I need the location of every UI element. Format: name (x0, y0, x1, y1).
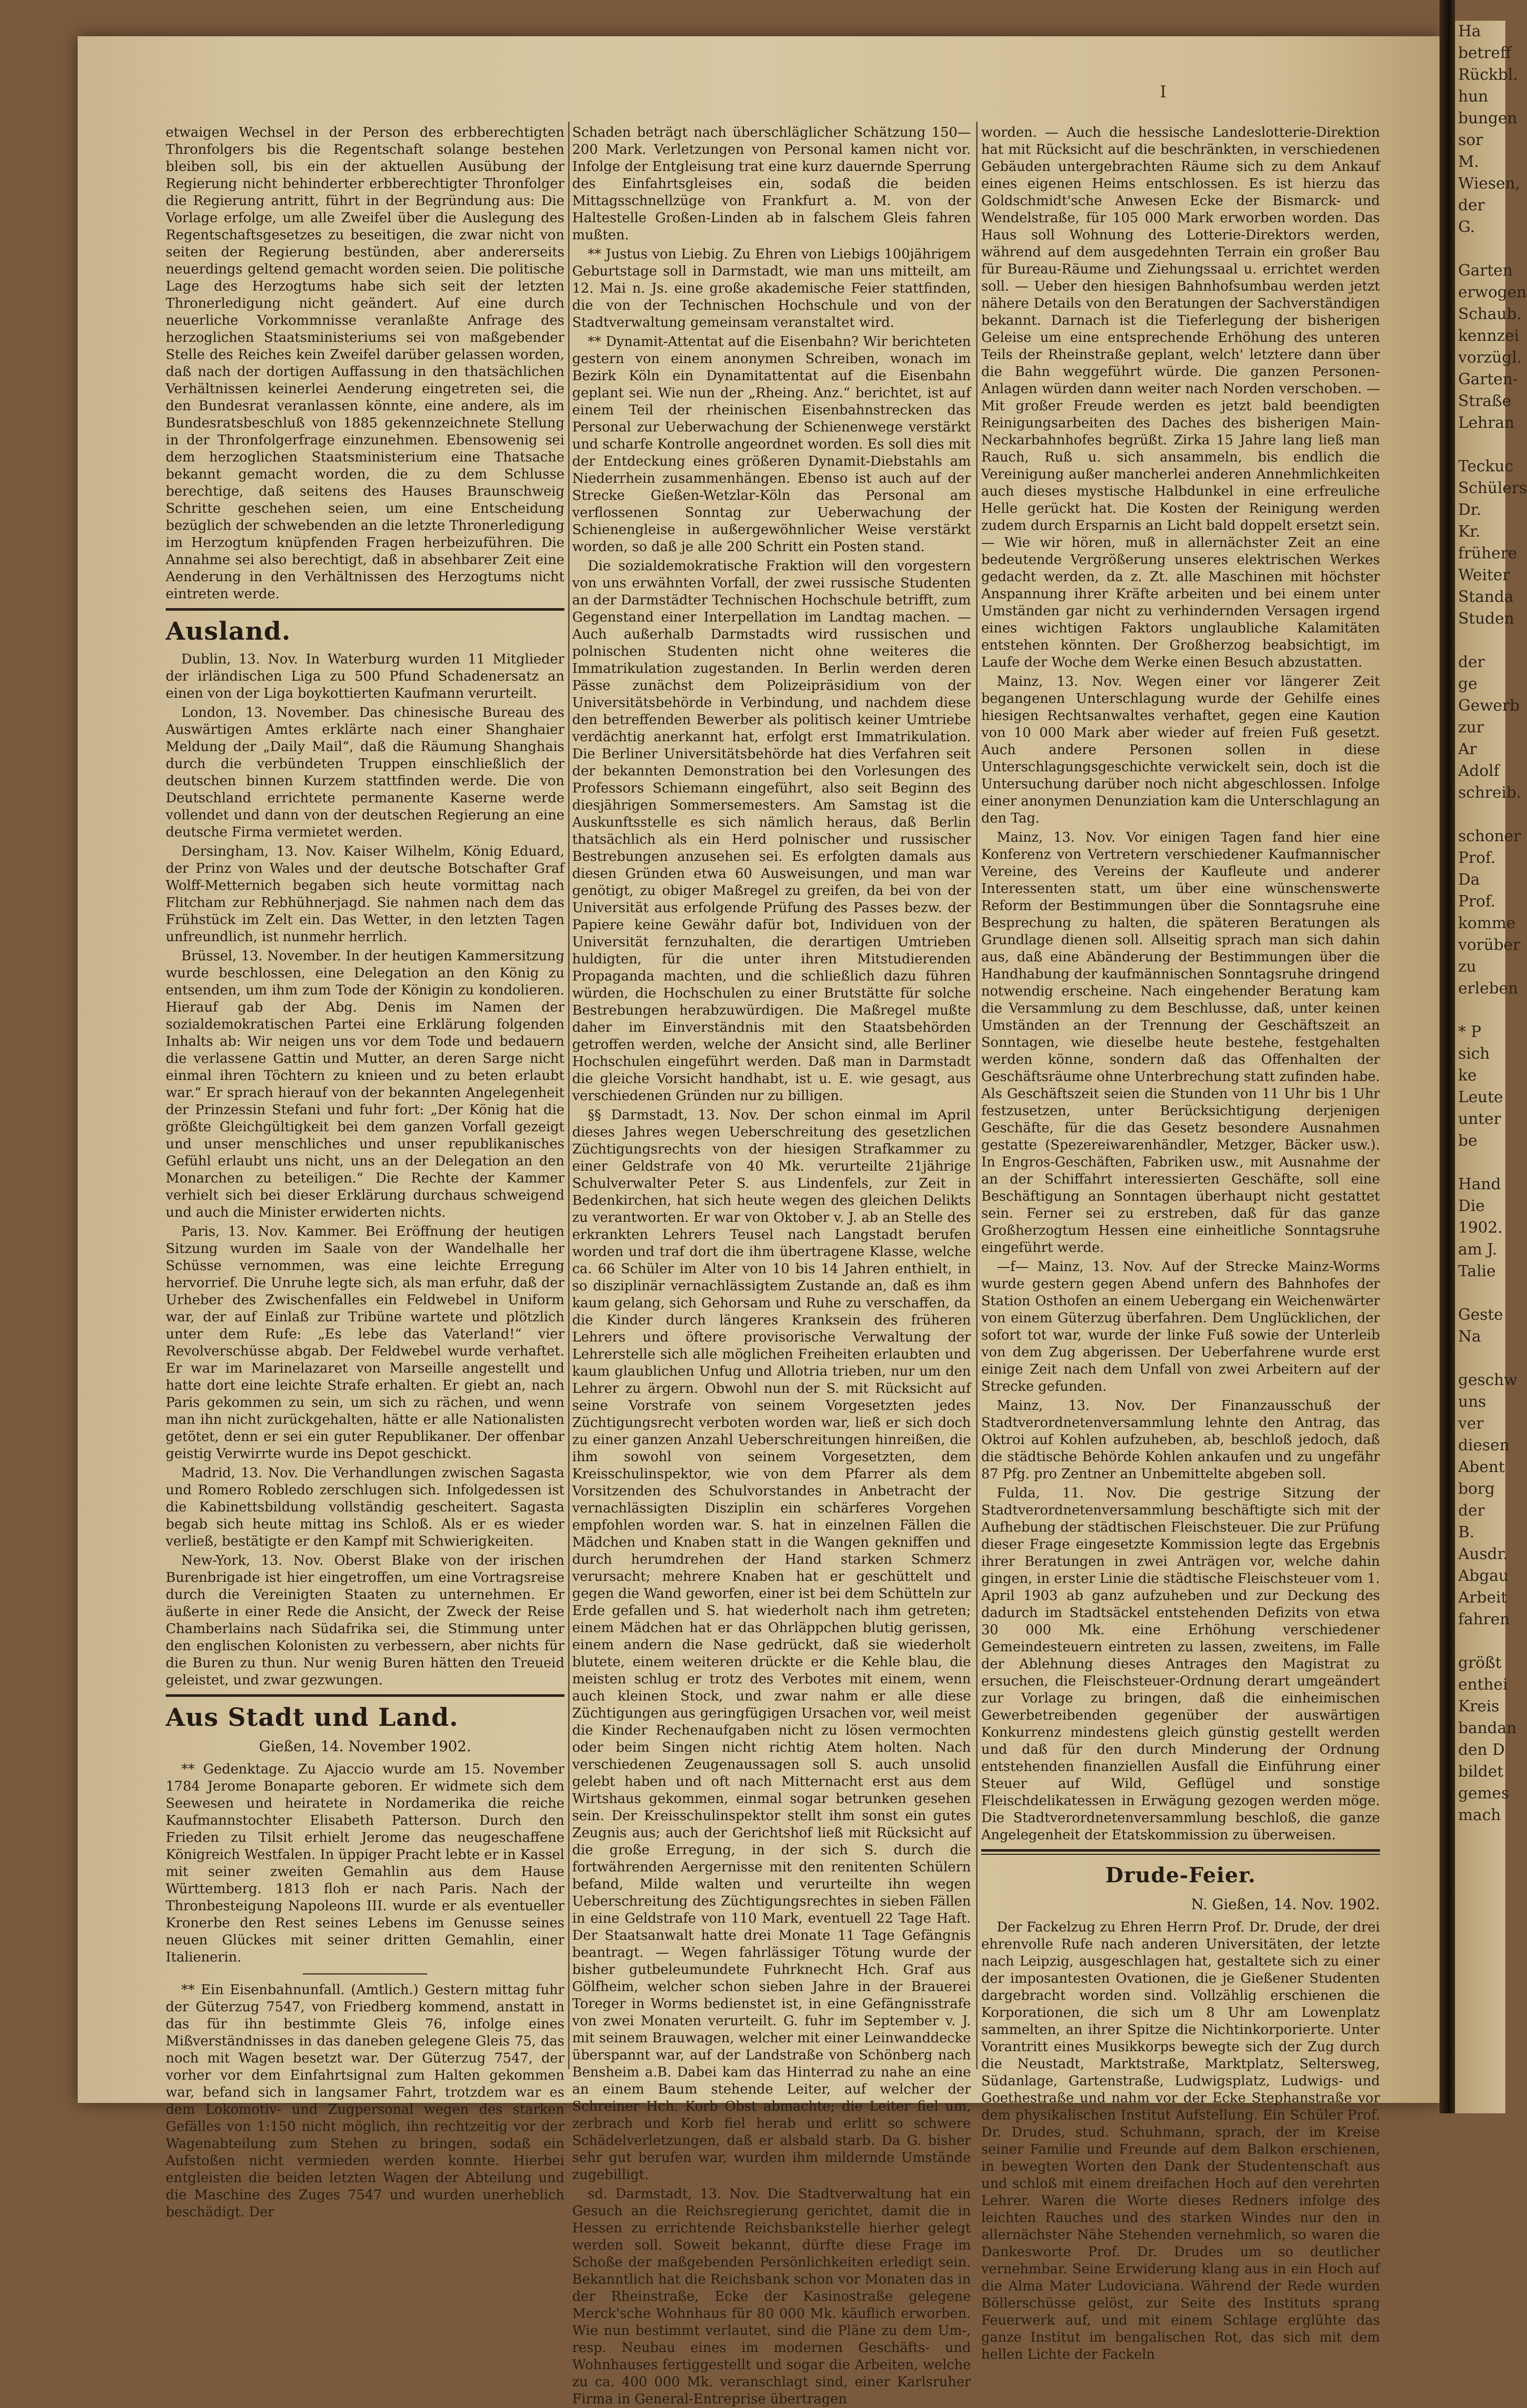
dateline: Gießen, 14. November 1902. (259, 1738, 471, 1755)
news-item: Dublin, 13. Nov. In Waterburg wurden 11 Mitglieder der irländischen Liga zu 500 Pfund Schadenersatz an einen von der Liga boykottierten Kaufmann verurteilt. (166, 652, 564, 701)
section-rule (981, 1854, 1380, 1855)
news-item: Mainz, 13. Nov. Wegen einer vor längerer Zeit begangenen Unterschlagung wurde der Gehilfe eines hiesigen Rechtsanwaltes verhaftet, gegen eine Kaution von 10 000 Mark aber wieder auf freien Fuß gesetzt. Auch andere Personen sollen in diese Unterschlagungsgeschichte verwickelt sein, doch ist die Untersuchung darüber noch nicht abgeschlossen. Infolge einer anonymen Denunziation kam die Unterschlagung an den Tag. (981, 674, 1380, 826)
news-item: —f— Mainz, 13. Nov. Auf der Strecke Mainz-Worms wurde gestern gegen Abend unfern des Bahnhofes der Station Osthofen an einem Uebergang ein Weichenwärter von einem Güterzug überfahren. Dem Unglücklichen, der sofort tot war, wurde der linke Fuß sowie der Unterleib von dem Zug abgerissen. Der Ueberfahrene wurde erst einige Zeit nach dem Unfall von zwei Arbeitern auf der Strecke gefunden. (981, 1259, 1380, 1394)
book-gutter (1439, 0, 1455, 2113)
item-rule (303, 1973, 427, 1974)
news-item: §§ Darmstadt, 13. Nov. Der schon einmal im April dieses Jahres wegen Ueberschreitung des gesetzlichen Züchtigungsrechts von der hiesigen Strafkammer zu einer Geldstrafe von 40 Mk. verurteilte 21jährige Schulverwalter Peter S. aus Lindenfels, zur Zeit in Bedenkirchen, hat sich heute wegen des gleichen Delikts zu verantworten. Er war von Oktober v. J. ab an Stelle des erkrankten Lehrers Teusel nach Langstadt berufen worden und traf dort die ihm übertragene Klasse, welche ca. 66 Schüler im Alter von 10 bis 14 Jahren enthielt, in so disziplinär vernachlässigtem Zustande an, daß es ihm kaum gelang, sich Gehorsam und Ruhe zu verschaffen, da die Kinder durch längeres Kranksein des früheren Lehrers und öftere provisorische Verwaltung der Lehrerstelle sich alle möglichen Freiheiten erlaubten und kaum glaublichen Unfug und Allotria trieben, nur um den Lehrer zu ärgern. Obwohl nun der S. mit Rücksicht auf seine Vorstrafe von seinem Vorgesetzten jedes Züchtigungsrecht verboten worden war, ließ er sich doch zu einer ganzen Anzahl Ueberschreitungen hinreißen, die ihm sowohl von seinem Vorgesetzten, dem Kreisschulinspektor, wie von dem Pfarrer als dem Vorsitzenden des Schulvorstandes in Anbetracht der vernachlässigten Disziplin ein schärferes Vorgehen empfohlen worden war. S. hat in einzelnen Fällen die Mädchen und Knaben statt in die Wangen gekniffen und durch herumdrehen der Hand starken Schmerz verursacht; mehrere Knaben hat er geschüttelt und gegen die Wand geworfen, einer ist bei dem Schütteln zur Erde gefallen und S. hat wiederholt nach ihm getreten; einem Mädchen hat er das Ohrläppchen blutig gerissen, einem andern die Nase gedrückt, daß sie wiederholt blutete, einem weiteren drückte er die Kehle blau, die meisten schlug er trotz des Verbotes mit einem, wenn auch kleinen Stock, und zwar nahm er alle diese Züchtigungen aus geringfügigen Ursachen vor, weil meist die Kinder Rechenaufgaben nicht zu lösen vermochten oder beim Singen nicht richtig Atem holten. Nach verschiedenen Zeugenaussagen soll S. auch unsolid gelebt haben und oft nach Mitternacht erst aus dem Wirtshaus gekommen, einmal sogar betrunken gesehen sein. Der Kreisschulinspektor stellt ihm sonst ein gutes Zeugnis aus; auch der Gerichtshof ließ mit Rücksicht auf die große Erregung, in der sich S. durch die fortwährenden Aergernisse mit den renitenten Schülern befand, Milde walten und verurteilte ihn wegen Ueberschreitung des Züchtigungsrechtes in sieben Fällen in eine Geldstrafe von 110 Mark, eventuell 22 Tage Haft. Der Staatsanwalt hatte drei Monate 11 Tage Gefängnis beantragt. — Wegen fahrlässiger Tötung wurde der bisher gutbeleumundete Fuhrknecht Hch. Graf aus Gölfheim, welcher schon sieben Jahre in der Brauerei Toreger in Worms bedienstet ist, in eine Gefängnisstrafe von zwei Monaten verurteilt. G. fuhr im September v. J. mit seinem Brauwagen, welcher mit einer Leinwanddecke überspannt war, auf der Landstraße von Schönberg nach Bensheim a.B. Dabei kam das Hinterrad zu nahe an eine an einem Baum stehende Leiter, auf welcher der Schreiner Hch. Korb Obst abmachte; die Leiter fiel um, zerbrach und Korb fiel herab und erlitt so schwere Schädelverletzungen, daß er alsbald starb. Da G. bisher sehr gut berufen war, wurden ihm mildernde Umstände zugebilligt. (572, 1107, 971, 2183)
news-item: Die sozialdemokratische Fraktion will den vorgestern von uns erwähnten Vorfall, der zwei russische Studenten an der Darmstädter Technischen Hochschule betrifft, zum Gegenstand einer Interpellation im Landtag machen. — Auch außerhalb Darmstadts wird russischen und polnischen Studenten nicht ohne weiteres die Immatrikulation zugestanden. In Berlin werden deren Pässe zunächst dem Polizeipräsidium von der Universitätsbehörde in Verbindung, und nachdem diese den betreffenden Bewerber als politisch keiner Umtriebe verdächtig anerkannt hat, erfolgt erst Immatrikulation. Die Berliner Universitätsbehörde hat dies Verfahren seit der bekannten Demonstration bei den Vorlesungen des Professors Schiemann eingeführt, also seit Beginn des diesjährigen Sommersemesters. Am Samstag ist die Auskunftsstelle es sich nämlich heraus, daß Berlin thatsächlich als ein Herd polnischer und russischer Bestrebungen anzusehen sei. Es erfolgten damals aus diesen Gründen etwa 60 Ausweisungen, und man war genötigt, zu obiger Maßregel zu greifen, da bei von der Universität aus erfolgende Prüfung des Passes bezw. der Papiere keine Gewähr dafür bot, Individuen von der Universität fernzuhalten, die derartigen Umtrieben huldigten, für die unter ihren Mitstudierenden Propaganda machten, und die schließlich dazu führen würden, die Hochschulen zu einer Brutstätte für solche Bestrebungen herabzuwürdigen. Die Maßregel mußte daher im Einverständnis mit den Staatsbehörden getroffen werden, welche der Ansicht sind, alle Berliner Hochschulen eingeführt werden. Daß man in Darmstadt die gleiche Vorsicht handhabt, ist u. E. wie gesagt, aus verschiedenen Gründen nur zu billigen. (572, 558, 971, 1104)
column-2 (572, 124, 971, 2407)
page-mark: I (1160, 82, 1167, 102)
news-item: Mainz, 13. Nov. Vor einigen Tagen fand hier eine Konferenz von Vertretern verschiedener Kaufmannischer Vereine, des Vereins der Kaufleute und anderer Interessenten statt, um über eine wünschenswerte Reform der Bestimmungen über die Sonntagsruhe eine Besprechung zu halten, die späteren Beratungen als Grundlage dienen soll. Allseitig sprach man sich dahin aus, daß eine Abänderung der Bestimmungen über die Handhabung der kaufmännischen Sonntagsruhe dringend notwendig erscheine. Nach eingehender Beratung kam die Versammlung zu dem Beschlusse, daß, unter keinen Umständen an der Trennung der Geschäftszeit an Sonntagen, wie dieselbe heute bestehe, festgehalten werden könne, sondern daß das Offenhalten der Geschäftsräume ohne Unterbrechung statt zufinden habe. Als Geschäftszeit seien die Stunden von 11 Uhr bis 1 Uhr festzusetzen, unter Berücksichtigung derjenigen Geschäfte, für die das Gesetz besondere Ausnahmen gestatte (Spezereiwarenhändler, Metzger, Bäcker usw.). In Engros-Geschäften, Fabriken usw., mit Ausnahme der an der Schiffahrt interessierten Geschäfte, soll eine Beschäftigung an Sonntagen überhaupt nicht gestattet sein. Ferner sei zu erstreben, daß für das ganze Großherzogtum Hessen eine einheitliche Sonntagsruhe eingeführt werde. (981, 830, 1380, 1256)
news-item: Madrid, 13. Nov. Die Verhandlungen zwischen Sagasta und Romero Robledo zerschlugen sich. Infolgedessen ist die Kabinettsbildung vollständig gescheitert. Sagasta begab sich heute mittag ins Schloß. Als er es wieder verließ, bestätigte er den Kampf mit Schwierigkeiten. (166, 1465, 564, 1549)
news-item: Paris, 13. Nov. Kammer. Bei Eröffnung der heutigen Sitzung wurden im Saale von der Wandelhalle her Schüsse vernommen, was eine leichte Erregung hervorrief. Die Unruhe legte sich, als man erfuhr, daß der Urheber des Zwischenfalles ein Feldwebel in Uniform war, der auf Einlaß zur Tribüne wartete und plötzlich unter dem Rufe: „Es lebe das Vaterland!“ vier Revolverschüsse abgab. Der Feldwebel wurde verhaftet. Er war im Marinelazaret von Marseille angestellt und hatte dort eine leichte Strafe erhalten. Er giebt an, nach Paris gekommen zu sein, um sich zu rächen, und wenn man ihn nicht zurückgehalten, hätte er alle Nationalisten getötet, denn er sei ein guter Republikaner. Der offenbar geistig Verwirrte wurde ins Depot geschickt. (166, 1224, 564, 1462)
column-1 (166, 124, 564, 2220)
column-3 (981, 124, 1380, 2362)
news-item: worden. — Auch die hessische Landeslotterie-Direktion hat mit Rücksicht auf die beschränkten, in verschiedenen Gebäuden untergebrachten Räume sich zu dem Ankauf eines eigenen Heims entschlossen. Es ist hierzu das Goldschmidt'sche Anwesen Ecke der Bismarck- und Wendelstraße, für 105 000 Mark erworben worden. Das Haus soll Wohnung des Lotterie-Direktors werden, während auf dem ausgedehnten Terrain ein großer Bau für Bureau-Räume und Ziehungssaal u. errichtet werden soll. — Ueber den hiesigen Bahnhofsumbau werden jetzt nähere Details von den Beratungen der Sachverständigen bekannt. Darnach ist die Tieferlegung der bisherigen Geleise um eine entsprechende Erhöhung des unteren Teils der Rheinstraße geplant, welch' letztere dann über die Bahn weggeführt würde. Die ganzen Personen-Anlagen würden dann weiter nach Norden verschoben. — Mit großer Freude werden es jetzt bald beendigten Reinigungsarbeiten des Daches des bisherigen Main-Neckarbahnhofes begrüßt. Zirka 15 Jahre lang ließ man Rauch, Ruß u. sich ansammeln, bis endlich die Vereinigung außer mancherlei anderen Annehmlichkeiten auch dieses mystische Halbdunkel in eine erfreuliche Helle gerückt hat. Die Kosten der Reinigung werden zudem durch Ersparnis an Licht bald doppelt ersetzt sein. — Wie wir hören, muß in allernächster Zeit an eine bedeutende Vergrößerung unseres elektrischen Werkes gedacht werden, da z. Zt. alle Maschinen mit höchster Anspannung ihrer Kräfte arbeiten und bei einem unter Umständen gar nicht zu verhindernden Versagen irgend eines wichtigen Faktors unglaubliche Kalamitäten entstehen könnten. Der Großherzog beabsichtigt, im Laufe der Woche dem Werke einen Besuch abzustatten. (981, 125, 1380, 670)
news-item: New-York, 13. Nov. Oberst Blake von der irischen Burenbrigade ist hier eingetroffen, um eine Vortragsreise durch die Vereinigten Staaten zu unternehmen. Er äußerte in einer Rede die Ansicht, der Zweck der Reise Chamberlains nach Südafrika sei, die Stimmung unter den englischen Kolonisten zu verbessern, aber nichts für die Buren zu thun. Nur wenig Buren hätten den Treueid geleistet, und zwar gezwungen. (166, 1553, 564, 1688)
news-item: Mainz, 13. Nov. Der Finanzausschuß der Stadtverordnetenversammlung lehnte den Antrag, das Oktroi auf Kohlen aufzuheben, ab, beschloß jedoch, daß die städtische Behörde Kohlen ankaufen und zu ungefähr 87 Pfg. pro Zentner an Unbemittelte abgeben soll. (981, 1398, 1380, 1482)
news-item: ** Justus von Liebig. Zu Ehren von Liebigs 100jährigem Geburtstage soll in Darmstadt, wie man uns mitteilt, am 12. Mai n. Js. eine große akademische Feier stattfinden, die von der Technischen Hochschule und von der Stadtverwaltung gemeinsam veranstaltet wird. (572, 247, 971, 330)
news-item: Fulda, 11. Nov. Die gestrige Sitzung der Stadtverordnetenversammlung beschäftigte sich mit der Aufhebung der städtischen Fleischsteuer. Die zur Prüfung dieser Frage eingesetzte Kommission legte das Ergebnis ihrer Beratungen in zwei Anträgen vor, welche dahin gingen, in erster Linie die städtische Fleischsteuer vom 1. April 1903 ab ganz aufzuheben und zur Deckung des dadurch im Stadtsäckel entstehenden Defizits von etwa 30 000 Mk. eine Erhöhung verschiedener Gemeindesteuern eintreten zu lassen, zweitens, im Falle der Ablehnung dieses Antrages den Magistrat zu ersuchen, die Fleischsteuer-Ordnung derart umgeändert zur Vorlage zu bringen, daß die einheimischen Gewerbetreibenden gegenüber der auswärtigen Konkurrenz mindestens gleich günstig gestellt werden und daß für den durch Minderung der Ordnung entstehenden finanziellen Ausfall die Einführung einer Steuer auf Wild, Geflügel und sonstige Fleischdelikatessen in Erwägung gezogen werden möge. Die Stadtverordnetenversammlung beschloß, die ganze Angelegenheit der Etatskommission zu überweisen. (981, 1486, 1380, 1843)
section-rule (166, 1694, 564, 1697)
section-heading-stadt: Aus Stadt und Land. (166, 1703, 459, 1732)
article-paragraph: etwaigen Wechsel in der Person des erbberechtigten Thronfolgers bis die Regentschaft solange bestehen bleiben soll, bis ein der aktuellen Ausübung der Regierung nicht behinderter erbberechtigter Thronfolger die Regierung antritt, führt in der Begründung aus: Die Vorlage erfolge, um alle Zweifel über die Auslegung des Regentschaftsgesetzes zu beseitigen, die zwar nicht von seiten der Regierung bestünden, aber andererseits neuerdings geltend gemacht worden seien. Die politische Lage des Herzogtums habe sich seit der letzten Thronerledigung nicht geändert. Auf eine durch neuerliche Vorkommnisse veranlaßte Anfrage des herzoglichen Staatsministeriums sei von maßgebender Stelle des Reiches kein Zweifel darüber gelassen worden, daß nach der dortigen Auffassung in den thatsächlichen Verhältnissen keinerlei Aenderung eingetreten sei, die den Bundesrat veranlassen könnte, eine andere, als im Bundesratsbeschluß von 1885 gekennzeichnete Stellung in der Thronfolgerfrage einzunehmen. Ebensowenig sei dem herzoglichen Staatsministerium eine Thatsache bekannt gemacht worden, die zu dem Schlusse berechtige, daß seitens des Hauses Braunschweig Schritte geschehen seien, um eine Entscheidung bezüglich der schwebenden an die letzte Thronerledigung im Herzogtum knüpfenden Fragen herbeizuführen. Die Annahme sei also berechtigt, daß in absehbarer Zeit eine Aenderung in den Verhältnissen des Herzogtums nicht eintreten werde. (166, 125, 564, 602)
next-page-fragments: Ha betreff Rückbl. hun bungen sor M. Wiesen, der G. Garten erwogen Schaub. kennzei vorzügl. Garten- Straße Lehran Teckuc Schülers Dr. Kr. frühere Weiter Standa Studen der ge Gewerb zur Ar Adolf schreib. schoner Prof. Da Prof. komme vorüber zu erleben * P sich ke Leute unter be Hand Die 1902. am J. Talie Geste Na geschw uns ver diesen Abent borg der B. Ausdr. Abgau Arbeit fahren größt enthei Kreis bandan den D bildet gemes mach (1458, 22, 1527, 1824)
dateline: N. Gießen, 14. Nov. 1902. (1191, 1896, 1380, 1913)
column-rule (568, 122, 570, 2069)
news-item: Schaden beträgt nach überschläglicher Schätzung 150—200 Mark. Verletzungen von Personal kamen nicht vor. Infolge der Entgleisung trat eine kurz dauernde Sperrung des Einfahrtsgleises ein, sodaß die beiden Mittagsschnellzüge von Frankfurt a. M. von der Haltestelle Großen-Linden ab in falschem Gleis fahren mußten. (572, 125, 971, 243)
next-page-edge (1455, 21, 1527, 2113)
section-heading-drude: Drude-Feier. (1105, 1863, 1256, 1887)
news-item: ** Dynamit-Attentat auf die Eisenbahn? Wir berichteten gestern von einem anonymen Schreiben, wonach im Bezirk Köln ein Dynamitattentat auf die Eisenbahn geplant sei. Wie nun der „Rheing. Anz.“ berichtet, ist auf einem Teil der rheinischen Eisenbahnstrecken das Personal zur Ueberwachung der Schienenwege verstärkt und scharfe Kontrolle angeordnet worden. Es soll dies mit der Entdeckung eines größeren Dynamit-Diebstahls am Niederrhein zusammenhängen. Ebenso ist auch auf der Strecke Gießen-Wetzlar-Köln das Personal am verflossenen Sonntag zur Ueberwachung der Schienengleise in außergewöhnlicher Weise verstärkt worden, so daß je alle 200 Schritt ein Posten stand. (572, 334, 971, 555)
section-heading-ausland: Ausland. (166, 617, 291, 646)
news-item: ** Ein Eisenbahnunfall. (Amtlich.) Gestern mittag fuhr der Güterzug 7547, von Friedberg kommend, anstatt in das für ihn bestimmte Gleis 76, infolge eines Mißverständnisses in das daneben gelegene Gleis 75, das noch mit Wagen besetzt war. Der Güterzug 7547, der vorher vor dem Einfahrtsignal zum Halten gekommen war, befand sich in langsamer Fahrt, trotzdem war es dem Lokomotiv- und Zugpersonal wegen des starken Gefälles von 1:150 nicht möglich, ihn rechtzeitig vor der Wagenabteilung zum Stehen zu bringen, sodaß ein Aufstoßen nicht vermieden werden konnte. Hierbei entgleisten die beiden letzten Wagen der Abteilung und die Maschine des Zuges 7547 und wurden unerheblich beschädigt. Der (166, 1982, 564, 2220)
news-item: London, 13. November. Das chinesische Bureau des Auswärtigen Amtes erklärte nach einer Shanghaier Meldung der „Daily Mail“, daß die Räumung Shanghais durch die verbündeten Truppen einschließlich der deutschen binnen Kurzem stattfinden werde. Die von Deutschland errichtete permanente Kaserne werde vollendet und dann von der deutschen Regierung an eine deutsche Firma vermietet werden. (166, 705, 564, 840)
news-item: ** Gedenktage. Zu Ajaccio wurde am 15. November 1784 Jerome Bonaparte geboren. Er widmete sich dem Seewesen und heiratete in Nordamerika die reiche Kaufmannstochter Elisabeth Patterson. Durch den Frieden zu Tilsit erhielt Jerome das neugeschaffene Königreich Westfalen. In üppiger Pracht lebte er in Kassel mit seiner zweiten Gemahlin aus dem Hause Württemberg. 1813 floh er nach Paris. Nach der Thronbesteigung Napoleons III. wurde er als eventueller Kronerbe den Rest seines Lebens im Genusse seines neuen Glückes mit seiner dritten Gemahlin, einer Italienerin. (166, 1762, 564, 1965)
news-item: Der Fackelzug zu Ehren Herrn Prof. Dr. Drude, der drei ehrenvolle Rufe nach anderen Universitäten, der letzte nach Leipzig, ausgeschlagen hat, gestaltete sich zu einer der imposantesten Ovationen, die je Gießener Studenten dargebracht worden sind. Vollzählig erschienen die Korporationen, die sich um 8 Uhr am Lowenplatz sammelten, an ihrer Spitze die Nichtinkorporierte. Unter Vorantritt eines Musikkorps bewegte sich der Zug durch die Neustadt, Marktstraße, Marktplatz, Seltersweg, Südanlage, Gartenstraße, Ludwigsplatz, Ludwigs- und Goethestraße und nahm vor der Ecke Stephanstraße vor dem physikalischen Institut Aufstellung. Ein Schüler Prof. Dr. Drudes, stud. Schuhmann, sprach, der im Kreise seiner Familie und Freunde auf dem Balkon erschienen, in bewegten Worten den Dank der Studentenschaft aus und schloß mit einem dreifachen Hoch auf den verehrten Lehrer. Waren die Worte dieses Redners infolge des leichten Rauches und des starken Windes nur den in allernächster Nähe Stehenden vernehmlich, so waren die Dankesworte Prof. Dr. Drudes um so deutlicher vernehmbar. Seine Erwiderung klang aus in ein Hoch auf die Alma Mater Ludoviciana. Während der Rede wurden Böllerschüsse gelöst, zur Seite des Instituts sprang Feuerwerk auf, und mit einem Schlage erglühte das ganze Institut im bengalischen Rot, das sich mit dem hellen Lichte der Fackeln (981, 1920, 1380, 2362)
section-rule (981, 1849, 1380, 1852)
section-rule (166, 608, 564, 611)
news-item: Dersingham, 13. Nov. Kaiser Wilhelm, König Eduard, der Prinz von Wales und der deutsche Botschafter Graf Wolff-Metternich begaben sich heute vormittag nach Flitcham zur Rebhühnerjagd. Sie nahmen nach dem das Frühstück im Zelt ein. Das Wetter, in den letzten Tagen unfreundlich, ist nunmehr herrlich. (166, 844, 564, 945)
news-item: sd. Darmstadt, 13. Nov. Die Stadtverwaltung hat ein Gesuch an die Reichsregierung gerichtet, damit die in Hessen zu errichtende Reichsbankstelle hierher gelegt werden soll. Soweit bekannt, dürfte diese Frage im Schoße der maßgebenden Persönlichkeiten erledigt sein. Bekanntlich hat die Reichsbank schon vor Monaten das in der Rheinstraße, Ecke der Kasinostraße gelegene Merck'sche Wohnhaus für 80 000 Mk. käuflich erworben. Wie nun bestimmt verlautet, sind die Pläne zu dem Um-, resp. Neubau eines im modernen Geschäfts- und Wohnhauses fertiggestellt und sogar die Arbeiten, welche zu ca. 400 000 Mk. veranschlagt sind, einer Karlsruher Firma in General-Entreprise übertragen (572, 2186, 971, 2407)
news-item: Brüssel, 13. November. In der heutigen Kammersitzung wurde beschlossen, eine Delegation an den König zu entsenden, um ihm zum Tode der Königin zu kondolieren. Hierauf gab der Abg. Denis im Namen der sozialdemokratischen Partei eine Erklärung folgenden Inhalts ab: Wir neigen uns vor dem Tode und bedauern die verlassene Gattin und Mutter, an deren Sarge nicht einmal ihren Töchtern zu knieen und zu beten erlaubt war.“ Er sprach hierauf von der bekannten Angelegenheit der Prinzessin Stefani und fuhr fort: „Der König hat die größte Gleichgültigkeit bei dem ganzen Vorfall gezeigt und unser menschliches und unser republikanisches Gefühl erlaubt uns nicht, uns an der Delegation an den Monarchen zu beteiligen.“ Die Rechte der Kammer verhielt sich bei dieser Erklärung durchaus schweigend und auch die Minister erwiderten nichts. (166, 948, 564, 1220)
column-rule (976, 122, 978, 2069)
